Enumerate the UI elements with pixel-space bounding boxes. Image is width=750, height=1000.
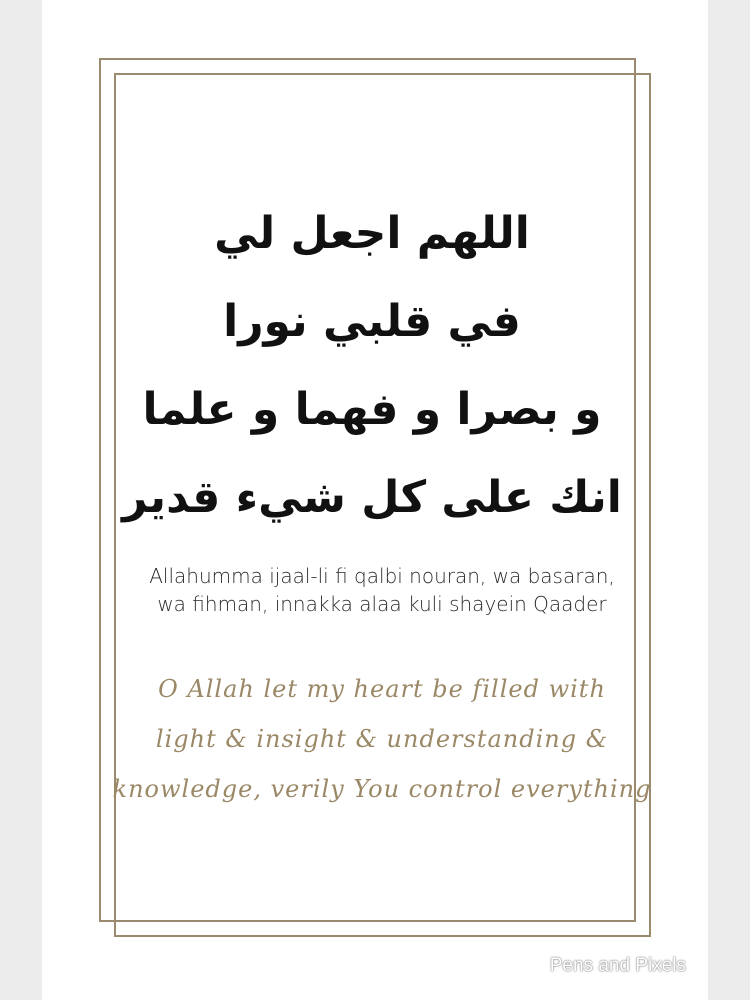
arabic-calligraphy [112, 190, 632, 542]
transliteration-text [112, 562, 652, 618]
arabic-line: انك على كل شيء قدير [122, 472, 622, 523]
translation-line: knowledge, verily You control everything [112, 775, 652, 803]
transliteration-line: Allahumma ijaal-li fi qalbi nouran, wa basaran, [149, 564, 615, 588]
translation-script-text [112, 664, 652, 814]
transliteration-line: wa fihman, innakka alaa kuli shayein Qaader [157, 592, 607, 616]
translation-line: O Allah let my heart be filled with [158, 675, 606, 703]
translation-line: light & insight & understanding & [155, 725, 609, 753]
poster-artwork [42, 0, 708, 1000]
arabic-line: اللهم اجعل لي [214, 208, 530, 259]
watermark-text: Pens and Pixels [549, 955, 686, 976]
arabic-line: و بصرا و فهما و علما [142, 384, 602, 435]
arabic-line: في قلبي نورا [223, 296, 521, 347]
